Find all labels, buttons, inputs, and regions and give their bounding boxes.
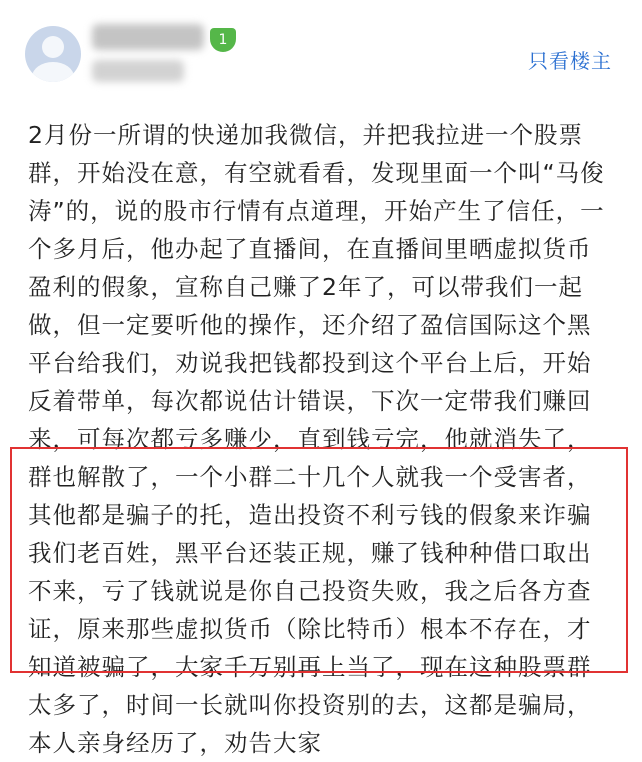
user-level-badge: 1 — [210, 28, 236, 52]
only-view-op-link[interactable]: 只看楼主 — [528, 49, 612, 73]
post-line: 群，开始没在意，有空就看看，发现里面一个叫“马俊 — [28, 159, 605, 187]
post-line: 涛”的，说的股市行情有点道理，开始产生了信任，一 — [28, 197, 605, 225]
post-line: 群也解散了，一个小群二十几个人就我一个受害者， — [28, 463, 592, 491]
post-line: 来，可每次都亏多赚少，直到钱亏完，他就消失了， — [28, 425, 592, 453]
user-avatar[interactable] — [25, 26, 81, 82]
post-line: 我们老百姓，黑平台还装正规，赚了钱种种借口取出 — [28, 539, 592, 567]
avatar-shoulders-shape — [32, 62, 74, 82]
post-line: 知道被骗了，大家千万别再上当了，现在这种股票群 — [28, 653, 592, 681]
post-line: 证，原来那些虚拟货币（除比特币）根本不存在，才 — [28, 615, 592, 643]
post-line: 本人亲身经历了，劝告大家 — [28, 729, 322, 757]
red-highlight-box — [10, 447, 628, 673]
avatar-head-shape — [42, 36, 64, 58]
post-line: 其他都是骗子的托，造出投资不利亏钱的假象来诈骗 — [28, 501, 592, 529]
post-line: 2月份一所谓的快递加我微信，并把我拉进一个股票 — [28, 121, 583, 149]
post-line: 做，但一定要听他的操作，还介绍了盈信国际这个黑 — [28, 311, 592, 339]
blurred-post-meta — [92, 60, 184, 82]
post-line: 平台给我们，劝说我把钱都投到这个平台上后，开始 — [28, 349, 592, 377]
post-line: 反着带单，每次都说估计错误，下次一定带我们赚回 — [28, 387, 592, 415]
blurred-username — [92, 24, 204, 50]
post-line: 太多了，时间一长就叫你投资别的去，这都是骗局， — [28, 691, 592, 719]
post-line: 个多月后，他办起了直播间，在直播间里晒虚拟货币 — [28, 235, 592, 263]
post-line: 盈利的假象，宣称自己赚了2年了，可以带我们一起 — [28, 273, 583, 301]
post-line: 不来，亏了钱就说是你自己投资失败，我之后各方查 — [28, 577, 592, 605]
